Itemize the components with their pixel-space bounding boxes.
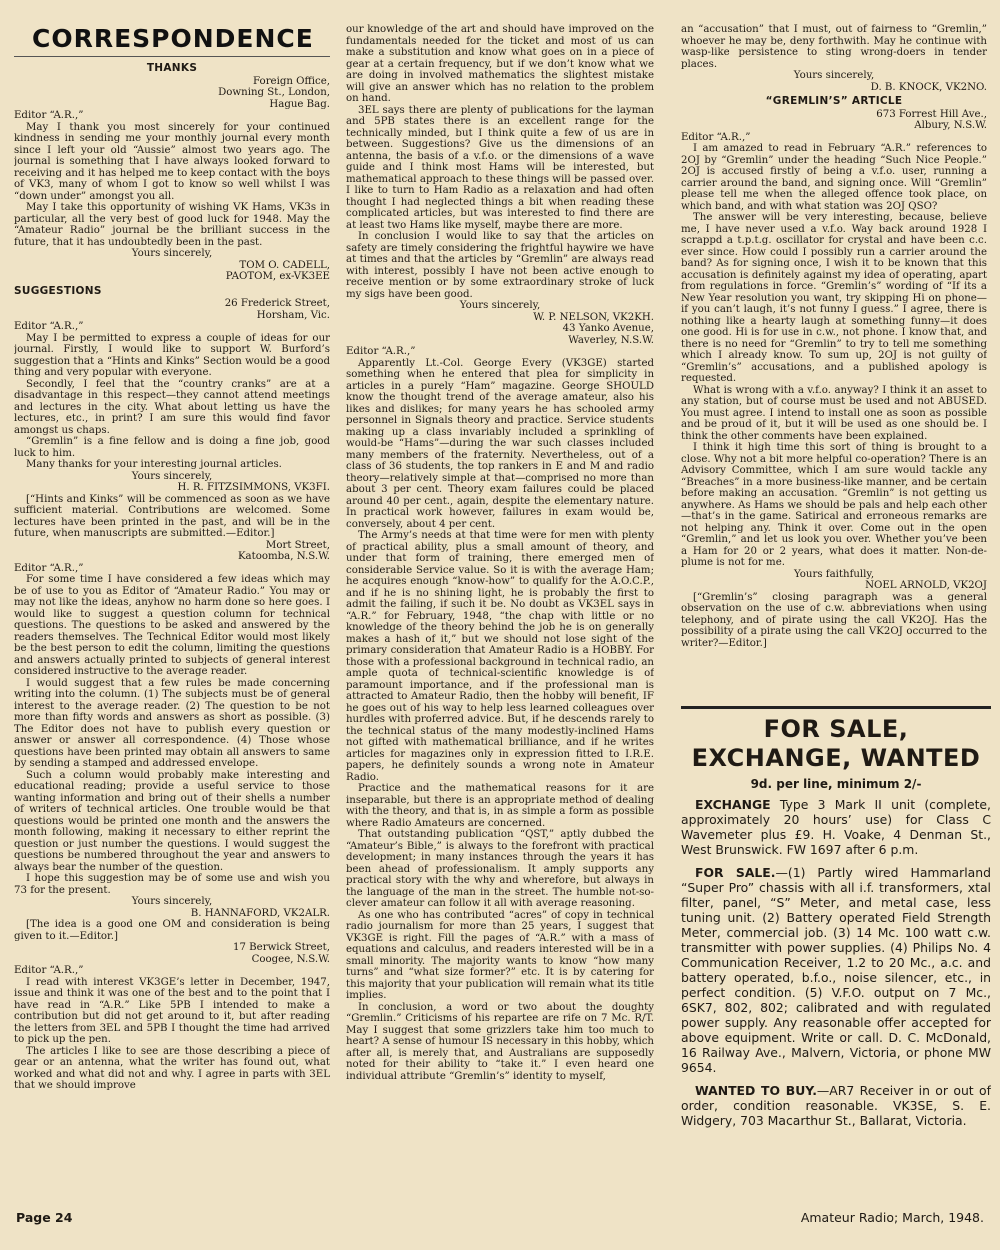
letter-paragraph: I read with interest VK3GE’s letter in December, 1947, issue and think it was one of the best and to the point that I have read in “A.R.” Like 5PB I intended to make a contribution but did not get around to it, but after reading the letters from 3EL and 5PB I thought the time had arrived to pick up the pen. [14,976,330,1045]
letter-paragraph: As one who has contributed “acres” of copy in technical radio journalism for more than 25 years, I suggest that VK3GE is right. Fill the pages of “A.R.” with a mass of equations and calculus, and readers interested will be in a small minority. The majority wants to know “how many turns” and “what size former?” etc. It is by catering for this majority that your publication will remain what its title implies. [346,909,654,1001]
letter-paragraph: The Army’s needs at that time were for men with plenty of practical ability, plus a small amount of theory, and under that form of training, there emerged men of considerable Service value. So it is with the average Ham; he acquires enough “know-how” to qualify for the A.O.C.P., and if he is no shining light, he is probably the first to admit the failing, if such it be. No doubt as VK3EL says in “A.R.” for February, 1948, “the chap with little or no knowledge of the theory behind the job he is on generally makes a hash of it,” but we should not lose sight of the primary consideration that Amateur Radio is a HOBBY. For those with a professional background in technical radio, an ample quota of technical-scientific knowledge is of paramount importance, and if the professional man is attracted to Amateur Radio, then the hobby will benefit, IF he goes out of his way to help less learned colleagues over hurdles with proferred advice. But, if he descends rarely to the technical status of the many modestly-inclined Hams not gifted with mathematical brilliance, and if he writes articles for magazines only in expression fitted to I.R.E. papers, he definitely sounds a wrong note in Amateur Radio. [346,530,654,783]
yanko-address-line: Waverley, N.S.W. [568,334,654,346]
letter-paragraph: I would suggest that a few rules be made concerning writing into the column. (1) The subjects must be of general interest to the average reader. (2) The question to be not more than fifty words and answers as short as possible. (3) The Editor does not have to publish every question or answer or answer all correspondence. (4) Those whose questions have been printed may obtain all answers to same by sending a stamped and addressed envelope. [14,677,330,769]
letter-paragraph: I think it high time this sort of thing is brought to a close. Why not a bit more helpful co-operation? There is an Advisory Committee, which I am sure would tackle any “Breaches” in a more business-like manner, and be certain before making an accusation. “Gremlin” is not getting us anywhere. As Hams we should be pals and help each other—that’s in the game. Satirical and erroneous remarks are not helping any. Think it over. Come out in the open “Gremlin,” and let us look you over. Whether you’ve been a Ham for 20 or 2 years, what does it matter. Non-de-plume is not for me. [681,442,987,568]
albury-address-line: Albury, N.S.W. [914,120,987,131]
letter-closing: Yours sincerely, [459,300,541,311]
publication-footer: Amateur Radio; March, 1948. [800,1210,984,1225]
letter-paragraph: Practice and the mathematical reasons for it are inseparable, but there is an appropriate method of dealing with the theory, and that is, in as simple a form as possible where Radio Amateurs are concerned. [346,783,654,829]
letter-closing: Yours sincerely, [793,70,875,81]
thanks-address-line: Hague Bag. [269,98,330,110]
letter-paragraph: The answer will be very interesting, because, believe me, I have never used a v.f.o. Way back around 1928 I scrappd a t.p.t.g. oscillator for crystal and have been c.c. ever since. How could I possibly run a carrier around the band? As for signing once, I wish it to be known that this accusation is definitely against my idea of operating, apart from regulations in force. “Gremlin’s” wording of “If its a New Year resolution you want, try skipping Hi on phone—if you can’t laugh, it’s not funny I guess.” I agree, there is nothing like a hearty laugh at something funny—it does one good. Hi is for use in c.w., not phone. I know that, and there is no need for “Gremlin” to try to tell me something which I already know. To sum up, 2OJ is not guilty of “Gremlin’s” accusations, and a published apology is requested. [681,212,987,384]
letter-closing: Yours sincerely, [131,248,213,259]
letter-closing: Yours faithfully, [793,568,875,580]
ad-text: Type 3 Mark II unit (complete, approximately 20 hours’ use) for Class C Wavemeter plus £9. H. Voake, 4 Denman St., West Brunswick. FW 1697 after 6 p.m. [681,797,991,857]
letter-paragraph: an “accusation” that I must, out of fairness to “Gremlin,” whoever he may be, deny forthwith. May he continue with wasp-like persistence to sting wrong-doers in tender places. [681,24,987,70]
gremlin-article-heading: “GREMLIN’S” ARTICLE [765,95,903,107]
ad-lead: WANTED TO BUY. [695,1083,817,1098]
masthead-rule [14,56,330,57]
suggestions-address-line: 26 Frederick Street, [224,298,330,309]
letter-paragraph: In conclusion, a word or two about the doughty “Gremlin.” Criticisms of his repartee are rife on 7 Mc. R/T. May I suggest that some grizzlers take him too much to heart? A sense of humour IS necessary in this hobby, which after all, is merely that, and Australians are supposedly noted for their ability to “take it.” I even heard one individual attribute “Gremlin’s” identity to myself, [346,1001,654,1082]
ad-text: —AR7 Receiver in or out of order, condition reasonable. VK3SE, S. E. Widgery, 703 Macarthur St., Ballarat, Victoria. [681,1083,991,1128]
letter-paragraph: Many thanks for your interesting journal articles. [26,459,282,470]
letter-paragraph: The articles I like to see are those describing a piece of gear or an antenna, what the writer has found out, what worked and what did not and why. I agree in parts with 3EL that we should improve [14,1045,330,1091]
editor-note: [The idea is a good one OM and consideration is being given to it.—Editor.] [14,919,330,942]
classified-ad [681,797,991,857]
suggestions-address-line: Horsham, Vic. [256,309,330,321]
letter-paragraph: “Gremlin” is a fine fellow and is doing a fine job, good luck to him. [14,436,330,459]
column-3 [681,24,987,714]
ad-text: —(1) Partly wired Hammarland “Super Pro” chassis with all i.f. transformers, xtal filter, panel, “S” Meter, and metal case, less tuning unit. (2) Battery operated Field Strength Meter, commercial job. (3) 14 Mc. 100 watt c.w. transmitter with power supplies. (4) Philips No. 4 Communication Receiver, 1.2 to 20 Mc., a.c. and battery operated, b.f.o., noise silencer, etc., in perfect condition. (5) V.F.O. output on 7 Mc., 6SK7, 802, 802; calibrated and with regulated power supply. Any reasonable offer accepted for above equipment. Write or call. D. C. McDonald, 16 Railway Ave., Malvern, Victoria, or phone MW 9654. [681,865,991,1075]
page-number: Page 24 [16,1210,73,1225]
suggestions-salutation: Editor “A.R.,” [14,321,84,332]
mort-address-line: Katoomba, N.S.W. [237,551,330,562]
berwick-address-line: Coogee, N.S.W. [251,953,330,965]
column-2 [346,24,654,1199]
letter-signature: TOM O. CADELL, [239,259,330,271]
letter-closing: Yours sincerely, [131,470,213,482]
letter-paragraph: I hope this suggestion may be of some use and wish you 73 for the present. [14,873,330,896]
column-1 [14,24,330,1199]
letter-paragraph: May I be permitted to express a couple of ideas for our journal. Firstly, I would like to support W. Burford’s suggestion that a “Hints and Kinks” Section would be a good thing and very popular with everyone. [14,332,330,378]
letter-paragraph: our knowledge of the art and should have improved on the fundamentals needed for the ticket and most of us can make a substitution and know what goes on in a piece of gear at a certain frequency, but if we don’t know what we are doing in involved mathematics the slightest mistake will give an answer which has no relation to the problem on hand. [346,24,654,104]
letter-closing: Yours sincerely, [131,896,213,907]
for-sale-rate: 9d. per line, minimum 2/- [750,777,922,791]
berwick-address-line: 17 Berwick Street, [232,942,330,953]
for-sale-title-line: EXCHANGE, WANTED [691,744,981,772]
masthead: CORRESPONDENCE [32,24,314,53]
letter-paragraph: What is wrong with a v.f.o. anyway? I think it an asset to any station, but of course must be used and not ABUSED. You must agree. I intend to install one as soon as possible and be proud of it, but it will be used as one should be. I think the other comments have been explained. [681,384,987,442]
letter-signature: B. HANNAFORD, VK2ALR. [190,907,330,919]
classified-ad [681,865,991,1075]
letter-paragraph: May I thank you most sincerely for your continued kindness in sending me your monthly journal every month since I left your old “Aussie” almost two years ago. The journal is something that I have always looked forward to receiving and it has helped me to keep contact with the boys of VK3, many of whom I got to know so well whilst I was “down under” amongst you all. [14,121,330,202]
letter-paragraph: Apparently Lt.-Col. George Every (VK3GE) started something when he entered that plea for simplicity in articles in a purely “Ham” magazine. George SHOULD know the thought trend of the average amateur, also his likes and dislikes; for many years he has schooled army personnel in Signals theory and practice. Service students making up a class invariably included a sprinkling of would-be “Hams”—during the war such classes included many members of the fraternity. Nevertheless, out of a class of 36 students, the top rankers in E and M and radio theory—relatively simple at that—comprised no more than about 3 per cent. Theory exam failures could be placed around 40 per cent., again, despite the elementary nature. In practical work however, failures in exam would be, conversely, about 4 per cent. [346,357,654,530]
thanks-salutation: Editor “A.R.,” [14,110,84,121]
for-sale-section [681,706,991,1186]
berwick-salutation: Editor “A.R.,” [14,965,84,976]
albury-salutation: Editor “A.R.,” [681,131,751,143]
letter-signature: W. P. NELSON, VK2KH. [533,311,654,323]
albury-address-line: 673 Forrest Hill Ave., [876,108,987,120]
yanko-address-line: 43 Yanko Avenue, [562,323,654,334]
editor-note: [“Gremlin’s” closing paragraph was a general observation on the use of c.w. abbreviations when using telephony, and of pirate using the call VK2OJ. Has the possibility of a pirate using the call VK2OJ occurred to the writer?—Editor.] [681,591,987,649]
letter-paragraph: In conclusion I would like to say that the articles on safety are timely considering the frightful haywire we have at times and that the articles by “Gremlin” are always read with interest, possibly I have not been active enough to receive mention or by some extraordinary stroke of luck my sigs have been good. [346,231,654,300]
ad-lead: FOR SALE. [695,865,776,880]
ad-lead: EXCHANGE [695,797,771,812]
letter-signature: NOEL ARNOLD, VK2OJ [865,580,987,591]
letter-signature: H. R. FITZSIMMONS, VK3FI. [177,482,330,493]
yanko-salutation: Editor “A.R.,” [346,346,416,357]
for-sale-title-line: FOR SALE, [763,715,909,743]
for-sale-rule [681,706,991,709]
letter-signature: PAOTOM, ex-VK3EE [225,271,330,282]
thanks-address-line: Downing St., London, [218,87,330,98]
letter-paragraph: For some time I have considered a few ideas which may be of use to you as Editor of “Amateur Radio.” You may or may not like the ideas, anyhow no harm done so here goes. I would like to suggest a question column for technical questions. The questions to be asked and answered by the readers themselves. The Technical Editor would most likely be the best person to edit the column, limiting the questions and answers actually printed to subjects of general interest considered instructive to the average reader. [14,574,330,677]
suggestions-heading: SUGGESTIONS [14,284,102,297]
mort-address-line: Mort Street, [265,539,330,551]
thanks-heading: THANKS [146,62,198,74]
editor-note: [“Hints and Kinks” will be commenced as soon as we have sufficient material. Contributions are welcomed. Some lectures have been printed in the past, and will be in the future, when manuscripts are submitted.—Editor.] [14,493,330,539]
classified-ad [681,1083,991,1128]
letter-paragraph: May I take this opportunity of wishing VK Hams, VK3s in particular, all the very best of good luck for 1948. May the “Amateur Radio” journal be the brilliant success in the future, that it has undoubtedly been in the past. [14,202,330,248]
letter-paragraph: I am amazed to read in February “A.R.” references to 2OJ by “Gremlin” under the heading “Such Nice People.” 2OJ is accused firstly of being a v.f.o. user, running a carrier around the band, and signing once. Will “Gremlin” please tell me when the alleged offence took place, on which band, and with what station was 2OJ QSO? [681,143,987,212]
letter-paragraph: 3EL says there are plenty of publications for the layman and 5PB states there is an excellent range for the technically minded, but I think quite a few of us are in between. Suggestions? Give us the dimensions of an antenna, the basis of a v.f.o. or the dimensions of a wave guide and I think most Hams will be interested, but mathematical approach to these things will be passed over. I like to turn to Ham Radio as a relaxation and had often thought I had neglected things a bit when reading these complicated articles, but was interested to find there are at least two Hams like myself, maybe there are more. [346,104,654,231]
letter-paragraph: Secondly, I feel that the “country cranks” are at a disadvantage in this respect—they cannot attend meetings and lectures in the city. What about letting us have the lectures, etc., in print? I am sure this would find favor amongst us chaps. [14,378,330,436]
letter-paragraph: That outstanding publication “QST,” aptly dubbed the “Amateur’s Bible,” is always to the forefront with practical development; in many instances through the years it has been ahead of professionalism. It amply supports any practical story with the why and wherefore, but always in the language of the man in the street. The humble not-so-clever amateur can follow it all with average reasoning. [346,829,654,909]
letter-paragraph: Such a column would probably make interesting and educational reading; provide a useful service to those wanting information and bring out of their shells a number of writers of technical articles. One trouble would be that questions would be printed one month and the answers the month following, making it necessary to either reprint the question or just number the questions. I would suggest the questions be numbered throughout the year and answers to always bear the number of the question. [14,769,330,873]
mort-salutation: Editor “A.R.,” [14,562,84,574]
thanks-address-line: Foreign Office, [253,75,330,87]
letter-signature: D. B. KNOCK, VK2NO. [870,81,987,93]
